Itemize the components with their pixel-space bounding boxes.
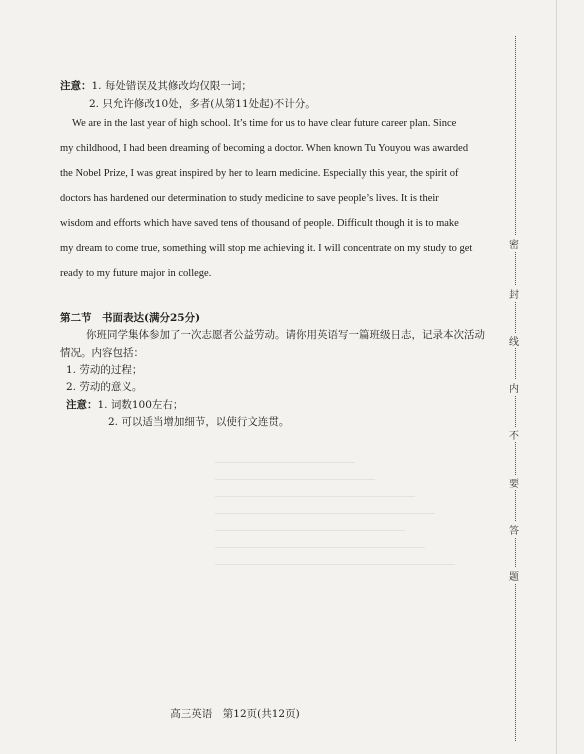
seal-char: 答 [503, 522, 525, 537]
writing-notes [66, 397, 183, 413]
content-point-2 [66, 379, 142, 395]
seal-char: 内 [503, 380, 525, 395]
prompt-text-2: 情况。内容包括： [60, 347, 144, 359]
section-heading [60, 310, 200, 326]
content-point-1 [66, 362, 142, 378]
page-footer: 高三英语 第12页(共12页) [170, 708, 300, 720]
passage-line: the Nobel Prize, I was great inspired by her to learn medicine. Especially this year, the spirit of [60, 168, 459, 179]
seal-char: 要 [503, 475, 525, 490]
note-item-1: 1. 每处错误及其修改均仅限一词； [91, 80, 252, 92]
seal-char: 线 [503, 333, 525, 348]
passage-line: my childhood, I had been dreaming of becoming a doctor. When known Tu Youyou was awarded [60, 143, 469, 154]
passage-text: We are in the last year of high school. It’s time for us to have clear future career plan. Since [72, 118, 457, 129]
passage-line: doctors has hardened our determination to study medicine to save people’s lives. It is their [60, 193, 439, 204]
writing-note-2-line [108, 414, 289, 430]
writing-note-2: 2. 可以适当增加细节，以使行文连贯。 [108, 416, 290, 428]
error-correction-passage [60, 111, 473, 286]
seal-char: 不 [503, 427, 525, 442]
note-block [60, 79, 252, 93]
passage-line: my dream to come true, something will stop me achieving it. I will concentrate on my study to get [60, 243, 473, 254]
section-heading-text: 第二节 书面表达(满分25分) [60, 312, 201, 324]
passage-line [60, 111, 468, 136]
prompt-text-1: 你班同学集体参加了一次志愿者公益劳动。请你用英语写一篇班级日志，记录本次活动 [86, 329, 485, 341]
writing-note-1: 1. 词数100左右； [97, 399, 184, 411]
passage-line: ready to my future major in college. [60, 268, 212, 279]
prompt-line-2 [60, 345, 144, 361]
bleed-through-block [215, 440, 485, 680]
seal-char: 题 [503, 568, 525, 583]
prompt-line-1 [86, 327, 485, 343]
content-point-1-text: 1. 劳动的过程； [66, 364, 143, 376]
page-edge [556, 0, 557, 754]
note-block-2 [89, 97, 316, 111]
seal-char: 封 [503, 286, 525, 301]
writing-notes-label: 注意： [66, 399, 98, 411]
note-item-2: 2. 只允许修改10处，多者(从第11处起)不计分。 [89, 98, 316, 110]
passage-line: wisdom and efforts which have saved tens of thousand of people. Difficult though it is to make [60, 218, 459, 229]
seal-char: 密 [503, 236, 525, 251]
note-label: 注意： [60, 80, 92, 92]
content-point-2-text: 2. 劳动的意义。 [66, 381, 143, 393]
